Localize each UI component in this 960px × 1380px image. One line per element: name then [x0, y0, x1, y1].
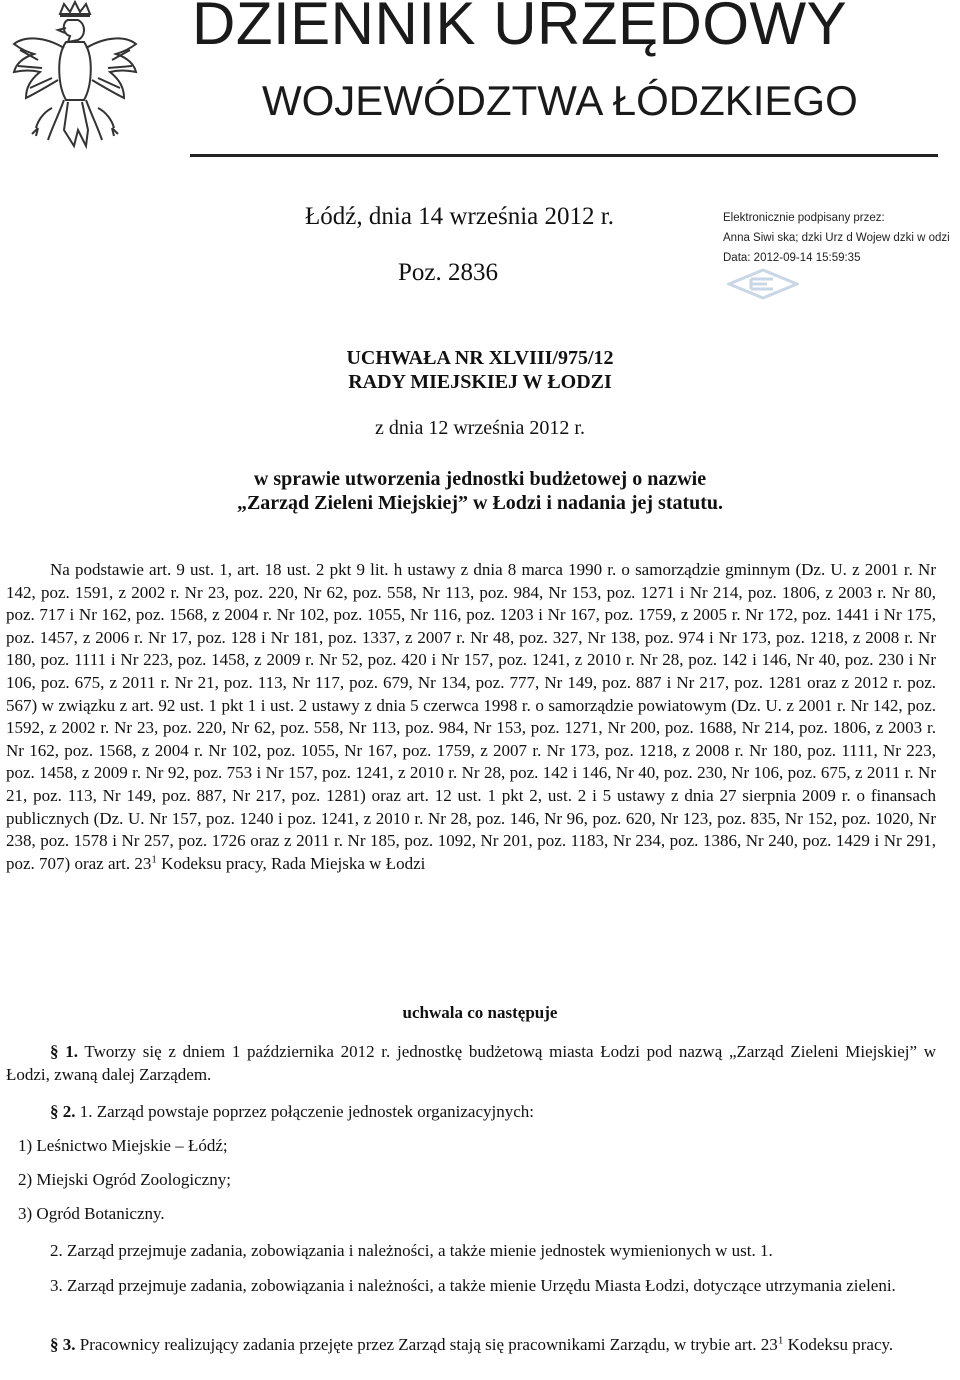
resolution-number: UCHWAŁA NR XLVIII/975/12: [346, 347, 614, 369]
section-3: [6, 1334, 936, 1357]
section-3-superscript: 1: [777, 1334, 784, 1347]
resolution-subject-line2: „Zarząd Zieleni Miejskiej” w Łodzi i nadania jej statutu.: [236, 492, 724, 514]
signature-date: Data: 2012-09-14 15:59:35: [723, 252, 861, 264]
journal-title: DZIENNIK URZĘDOWY: [192, 0, 848, 57]
header-rule: [190, 154, 938, 157]
journal-subtitle: WOJEWÓDZTWA ŁÓDZKIEGO: [262, 77, 858, 124]
position-number: Poz. 2836: [398, 259, 498, 286]
preamble-tail: Kodeksu pracy, Rada Miejska w Łodzi: [156, 853, 426, 873]
legal-basis-preamble: [6, 559, 936, 875]
resolution-subject-line1: w sprawie utworzenia jednostki budżetowej o nazwie: [253, 468, 707, 490]
signature-signer: Anna Siwi ska; dzki Urz d Wojew dzki w odzi: [723, 232, 950, 244]
section-1-label: § 1.: [50, 1042, 78, 1061]
resolves-heading: uchwala co następuje: [402, 1003, 558, 1022]
section-1: [6, 1041, 936, 1086]
section-2: [6, 1101, 936, 1124]
list-item: 3) Ogród Botaniczny.: [18, 1204, 165, 1223]
section-2-paragraph-3: 3. Zarząd przejmuje zadania, zobowiązania i należności, a także mienie Urzędu Miasta Łodzi, dotyczące utrzymania zieleni.: [50, 1276, 896, 1295]
electronic-signature: [723, 208, 960, 300]
polish-eagle-emblem-icon: [8, 0, 143, 160]
preamble-text: Na podstawie art. 9 ust. 1, art. 18 ust. 2 pkt 9 lit. h ustawy z dnia 8 marca 1990 r. o samorządzie gminnym (Dz. U. z 2001 r. Nr 142, poz. 1591, z 2002 r. Nr 23, poz. 220, Nr 62, poz. 558, Nr 113, poz. 984, Nr 153, poz. 1271 i Nr 214, poz. 1806, z 2003 r. Nr 80, poz. 717 i Nr 162, poz. 1568, z 2004 r. Nr 102, poz. 1055, Nr 116, poz. 1203 i Nr 167, poz. 1759, z 2005 r. Nr 172, poz. 1441 i Nr 175, poz. 1457, z 2006 r. Nr 17, poz. 128 i Nr 181, poz. 1337, z 2007 r. Nr 48, poz. 327, Nr 138, poz. 974 i Nr 173, poz. 1218, z 2008 r. Nr 180, poz. 1111 i Nr 223, poz. 1458, z 2009 r. Nr 52, poz. 420 i Nr 157, poz. 1241, z 2010 r. Nr 28, poz. 142 i 146, Nr 40, poz. 230 i Nr 106, poz. 675, z 2011 r. Nr 21, poz. 113, Nr 117, poz. 679, Nr 134, poz. 777, Nr 149, poz. 887 i Nr 217, poz. 1281 oraz z 2012 r. poz. 567) w związku z art. 92 ust. 1 pkt 1 i ust. 2 ustawy z dnia 5 czerwca 1998 r. o samorządzie powiatowym (Dz. U. z 2001 r. Nr 142, poz. 1592, z 2002 r. Nr 23, poz. 220, Nr 62, poz. 558, Nr 113, poz. 984, Nr 153, poz. 1271, Nr 200, poz. 1688, Nr 214, poz. 1806, z 2003 r. Nr 162, poz. 1568, z 2004 r. Nr 102, poz. 1055, Nr 167, poz. 1759, z 2007 r. Nr 173, poz. 1218, z 2008 r. Nr 180, poz. 1111, Nr 223, poz. 1458, z 2009 r. Nr 92, poz. 753 i Nr 157, poz. 1241, z 2010 r. Nr 28, poz. 142 i 146, Nr 40, poz. 230, Nr 106, poz. 675, z 2011 r. Nr 21, poz. 113, Nr 149, poz. 887, Nr 217, poz. 1281) oraz art. 12 ust. 1 pkt 2, ust. 2 i 5 ustawy z dnia 27 sierpnia 2009 r. o finansach publicznych (Dz. U. Nr 157, poz. 1240 i poz. 1241, z 2010 r. Nr 28, poz. 146, Nr 96, poz. 620, Nr 123, poz. 835, Nr 152, poz. 1020, Nr 238, poz. 1578 i Nr 257, poz. 1726 oraz z 2011 r. Nr 185, poz. 1092, Nr 201, poz. 1183, Nr 234, poz. 1386, Nr 240, poz. 1429 i Nr 291, poz. 707) oraz art. 23: [6, 560, 936, 873]
section-3-tail: Kodeksu pracy.: [783, 1335, 894, 1354]
signature-line: Elektronicznie podpisany przez:: [723, 212, 885, 224]
council-name: RADY MIEJSKIEJ W ŁODZI: [348, 371, 612, 393]
list-item: 2) Miejski Ogród Zoologiczny;: [18, 1170, 231, 1189]
section-2-text: 1. Zarząd powstaje poprzez połączenie jednostek organizacyjnych:: [75, 1102, 534, 1121]
publication-date: Łódź, dnia 14 września 2012 r.: [305, 203, 614, 230]
resolution-date: z dnia 12 września 2012 r.: [375, 417, 585, 439]
section-3-text: Pracownicy realizujący zadania przejęte przez Zarząd stają się pracownikami Zarządu, w trybie art. 23: [75, 1335, 778, 1354]
section-3-label: § 3.: [50, 1335, 76, 1354]
section-1-text: Tworzy się z dniem 1 października 2012 r. jednostkę budżetową miasta Łodzi pod nazwą „Zarząd Zieleni Miejskiej” w Łodzi, zwaną dalej Zarządem.: [6, 1042, 937, 1084]
section-2-paragraph-2: 2. Zarząd przejmuje zadania, zobowiązania i należności, a także mienie jednostek wymienionych w ust. 1.: [50, 1241, 773, 1260]
preamble-superscript: 1: [151, 853, 157, 866]
section-2-label: § 2.: [50, 1102, 76, 1121]
signature-logo-icon: [727, 268, 799, 300]
list-item: 1) Leśnictwo Miejskie – Łódź;: [18, 1136, 228, 1155]
